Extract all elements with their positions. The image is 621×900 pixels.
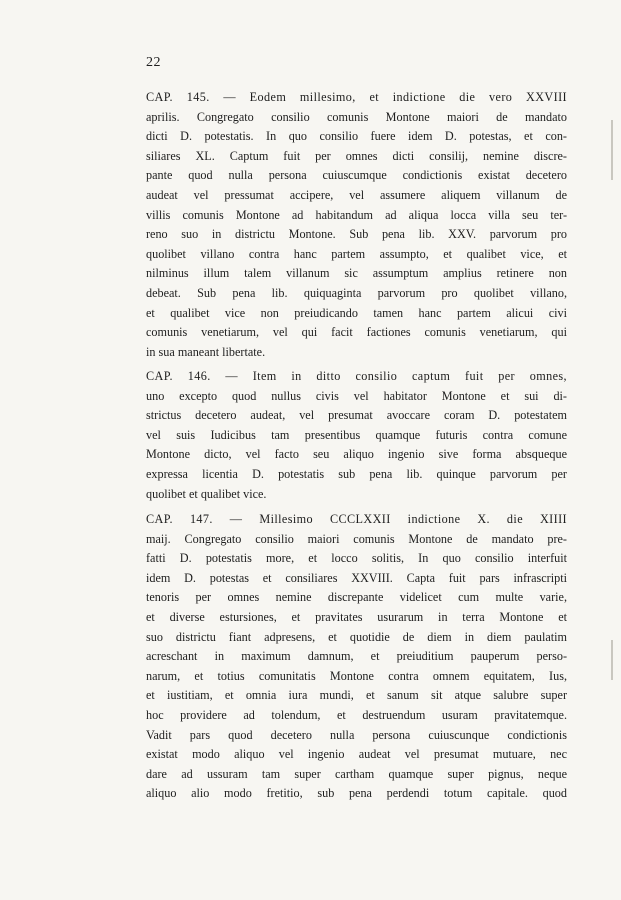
text-line: in sua maneant libertate. [146,344,266,359]
page-edge-mark [611,640,613,680]
text-line: CAP. 146. — Item in ditto consilio captum fuit per omnes, [146,369,567,383]
text-line: CAP. 147. — Millesimo CCCLXXII indictione X. die XIIII [146,512,567,526]
text-line: suo districtu fiant adpresens, et quotidie de diem in diem paulatim [146,629,567,644]
text-line: narum, et totius comunitatis Montone contra omnem equitatem, Ius, [146,668,567,683]
chapter-146 [146,367,567,504]
text-line: vel suis Iudicibus tam presentibus quamque futuris contra comune [146,427,567,442]
text-line: hoc providere ad tolendum, et destruendum usuram pravitatemque. [146,707,567,722]
text-line: Montone dicto, vel facto seu aliquo ingenio sive forma absqueque [146,447,567,462]
text-line: aprilis. Congregato consilio comunis Montone maiori de mandato [146,109,567,124]
text-line: comunis venetiarum, vel qui facit factiones comunis venetiarum, qui [146,325,567,340]
text-line: et iustitiam, et omnia iura mundi, et sanum sit atque salubre super [146,688,567,703]
text-line: acreschant in maximum damnum, et preiuditium pauperum perso- [146,649,567,664]
text-line: existat modo aliquo vel ingenio audeat vel presumat mutuare, nec [146,747,567,762]
text-line: tenoris per omnes nemine discrepante videlicet cum multe varie, [146,590,567,605]
text-line: aliquo alio modo fretitio, sub pena perdendi totum capitale. quod [146,786,567,801]
chapter-147 [146,510,567,804]
page-edge-mark [611,120,613,180]
text-line: reno suo in districtu Montone. Sub pena lib. XXV. parvorum pro [146,227,567,242]
text-line: CAP. 145. — Eodem millesimo, et indictione die vero XXVIII [146,90,567,104]
text-line: dare ad ussuram tam super cartham quamque super pignus, neque [146,766,567,781]
text-line: uno excepto quod nullus civis vel habitator Montone et sui di- [146,388,567,403]
text-line: fatti D. potestatis more, et locco solitis, In quo consilio interfuit [146,551,567,566]
text-line: expressa licentia D. potestatis sub pena lib. quinque parvorum per [146,466,567,481]
chapter-145 [146,88,567,362]
page-number: 22 [146,55,161,70]
text-line: nilminus illum talem villanum sic assumptum amplius retinere non [146,266,567,281]
text-line: pante quod nulla persona cuiuscumque condictionis existat decetero [146,168,567,183]
text-line: strictus decetero audeat, vel presumat avoccare coram D. potestatem [146,408,567,423]
text-line: Vadit pars quod decetero nulla persona cuiuscunque condictionis [146,727,567,742]
text-line: maij. Congregato consilio maiori comunis Montone de mandato pre- [146,531,567,546]
text-line: idem D. potestas et consiliares XXVIII. Capta fuit pars infrascripti [146,570,567,585]
text-line: quolibet et qualibet vice. [146,486,267,501]
text-line: villis comunis Montone ad habitandum ad aliqua locca villa seu ter- [146,207,567,222]
text-line: et diverse estursiones, et pravitates usurarum in terra Montone et [146,609,567,624]
text-line: quolibet villano contra hanc partem assumpto, et qualibet vice, et [146,246,567,261]
text-line: debeat. Sub pena lib. quiquaginta parvorum pro quolibet villano, [146,285,567,300]
text-line: dicti D. potestatis. In quo consilio fuere idem D. potestas, et con- [146,129,567,144]
text-line: et qualibet vice non preiudicando tamen hanc partem alicui civi [146,305,567,320]
text-line: audeat vel pressumat accipere, vel assumere aliquem villanum de [146,187,567,202]
text-line: siliares XL. Captum fuit per omnes dicti consilij, nemine discre- [146,148,567,163]
